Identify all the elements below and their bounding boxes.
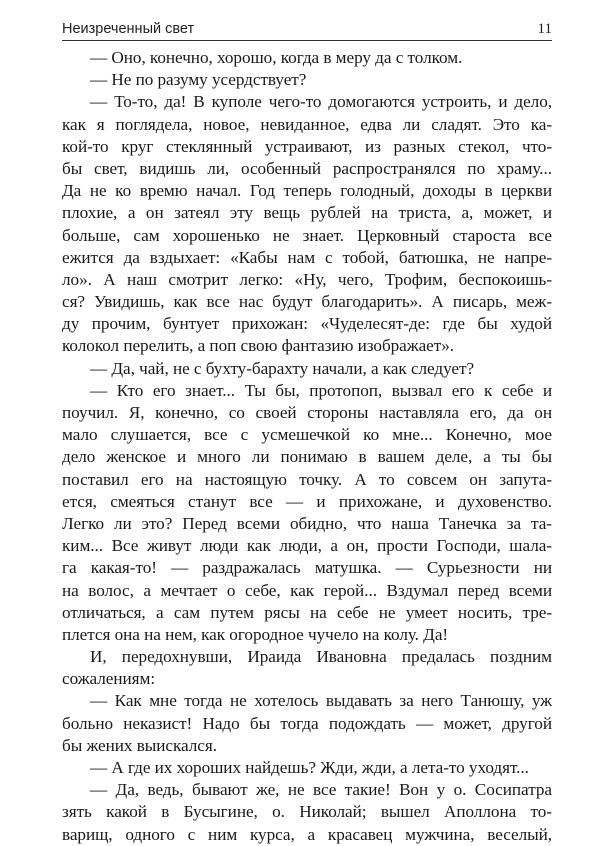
header-rule <box>62 40 552 41</box>
text-line: как я поглядела, новое, невиданное, едва ли сладят. Это ка- <box>62 114 552 134</box>
text-line: ду прочим, бунтует прихожан: «Чуделесят-де: где бы худой <box>62 314 552 334</box>
text-line: — То-то, да! В куполе чего-то домогаются устроить, и дело, <box>90 92 552 112</box>
text-line: ся? Увидишь, как все нас будут благодарить». А писарь, меж- <box>62 292 552 312</box>
text-line: И, передохнувши, Ираида Ивановна предалась поздним <box>90 647 552 667</box>
text-line: колокол перелить, а поп свою фантазию изображает». <box>62 336 454 356</box>
text-line: — Оно, конечно, хорошо, когда в меру да с толком. <box>90 48 463 67</box>
text-line: га какая-то! — раздражалась матушка. — Сурьезности ни <box>62 558 552 578</box>
text-line: — А где их хороших найдешь? Жди, жди, а лета-то уходят... <box>90 758 529 777</box>
text-line: бы свет, видишь ли, особенный распространялся по храму... <box>62 158 552 178</box>
text-line: ло». А наш смотрит легко: «Ну, чего, Трофим, беспокоишь- <box>62 269 552 289</box>
text-line: кой-то круг стеклянный устраивают, из разных стекол, что- <box>62 136 552 156</box>
text-line: — Как мне тогда не хотелось выдавать за него Танюшу, уж <box>90 691 552 711</box>
text-line: на волос, а мечтает о себе, как герой... Вздумал перед всеми <box>62 580 552 600</box>
text-line: ежится да вздыхает: «Кабы нам с тобой, батюшка, не напре- <box>62 247 552 267</box>
page-number: 11 <box>537 21 552 37</box>
text-line: поставил его на настоящую точку. А то совсем он запута- <box>62 469 552 489</box>
text-line: — Да, ведь, бывают же, не все такие! Вон у о. Сосипатра <box>90 780 552 800</box>
text-line: — Да, чай, не с бухту-барахту начали, а как следует? <box>90 358 475 378</box>
body-text <box>62 47 552 846</box>
text-line: Да не ко времю начал. Год теперь голодный, доходы в церкви <box>62 181 552 201</box>
text-line: бы жених выискался. <box>62 735 217 755</box>
text-line: отличаться, а сам путем рясы на себе не умеет носить, тре- <box>62 602 552 622</box>
text-line: зять какой в Бусыгине, о. Николай; вышел Аполлона то- <box>62 802 552 822</box>
running-head-title: Неизреченный свет <box>62 21 195 37</box>
text-line: плохие, а он затеял эту вещь рублей на триста, а, может, и <box>62 203 552 223</box>
text-line: дело женское и много ли понимаю в вашем деле, а ты бы <box>62 447 552 467</box>
text-line: ется, смеяться станут все — и прихожане, и духовенство. <box>62 491 552 511</box>
text-line: — Кто его знает... Ты бы, протопоп, вызвал его к себе и <box>90 380 552 400</box>
text-line: больше, сам хорошенько не знает. Церковный староста все <box>62 225 552 245</box>
text-line: сожалениям: <box>62 669 156 689</box>
text-line: поучил. Я, конечно, со своей стороны наставляла его, да он <box>62 403 552 422</box>
text-line: ким... Все живут люди как люди, а он, прости Господи, шала- <box>62 536 552 556</box>
text-line: Легко ли это? Перед всеми обидно, что наша Танечка за та- <box>62 513 552 533</box>
text-line: варищ, одного с ним курса, а красавец мужчина, веселый, <box>62 824 552 844</box>
text-line: плется она на нем, как огородное чучело на колу. Да! <box>62 624 449 644</box>
text-line: мало слушается, все с усмешечкой ко мне... Конечно, мое <box>62 425 552 445</box>
text-line: больно неказист! Надо бы тогда подождать — может, другой <box>62 713 552 733</box>
text-line: — Не по разуму усердствует? <box>90 70 307 90</box>
